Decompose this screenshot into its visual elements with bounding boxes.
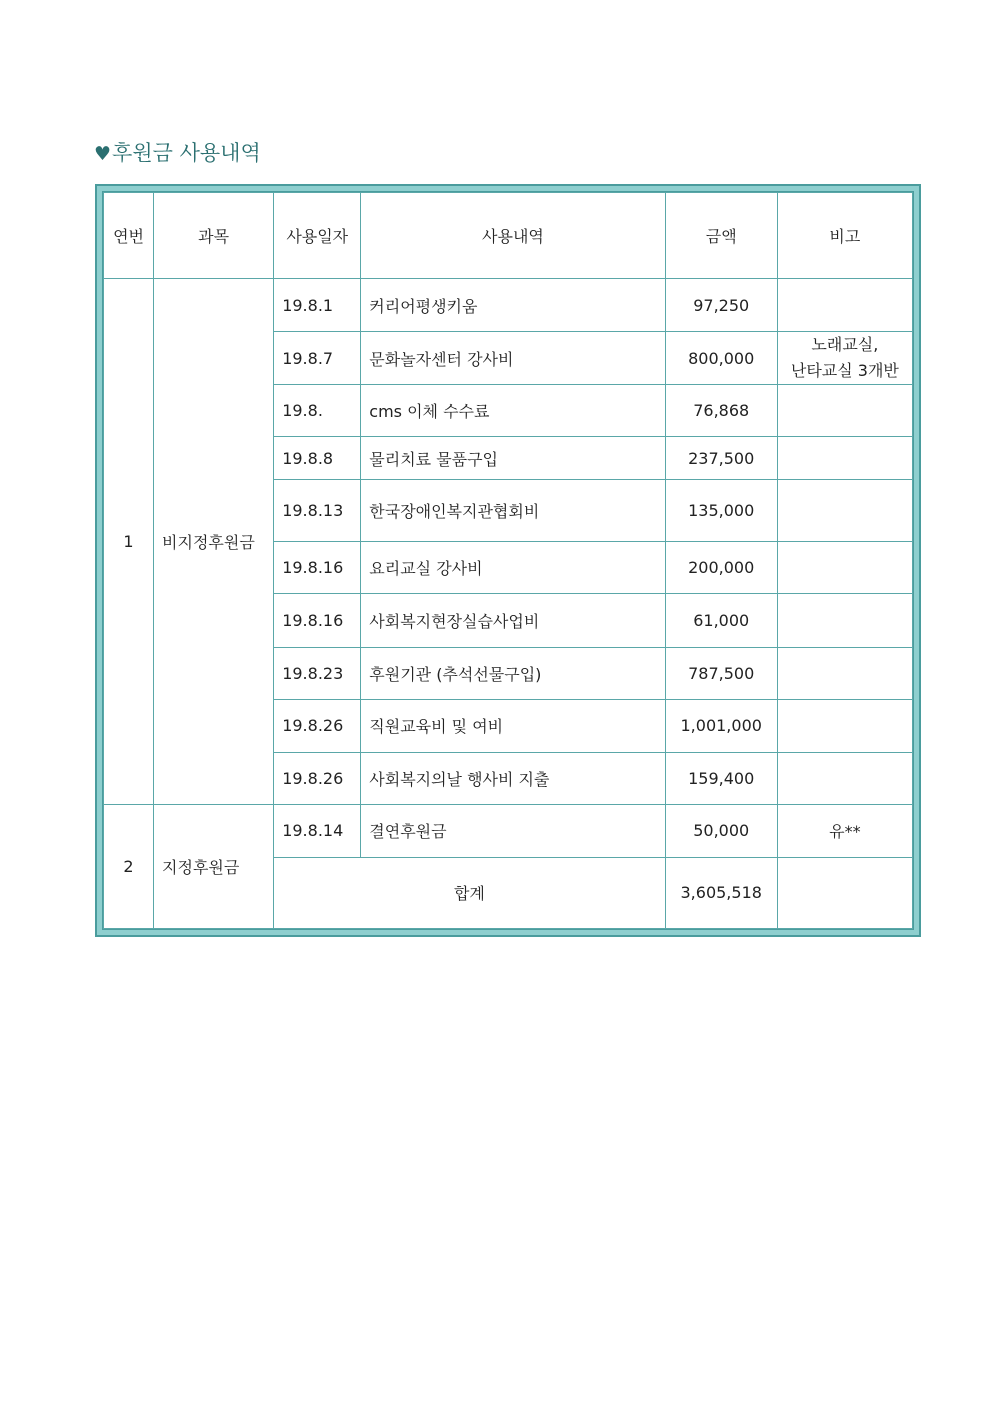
row-amount: 135,000	[665, 480, 777, 542]
header-no: 연번	[104, 193, 154, 279]
header-subject: 과목	[154, 193, 274, 279]
row-detail: 사회복지의날 행사비 지출	[361, 752, 665, 804]
row-date: 19.8.14	[274, 804, 361, 857]
row-note-line: 노래교실,	[811, 335, 879, 355]
donation-usage-table	[103, 192, 913, 929]
row-date: 19.8.	[274, 385, 361, 437]
table-row	[104, 279, 913, 332]
row-note	[777, 332, 912, 385]
row-note	[777, 542, 912, 594]
row-detail: 한국장애인복지관협회비	[361, 480, 665, 542]
row-amount: 237,500	[665, 437, 777, 480]
row-note	[777, 279, 912, 332]
header-date: 사용일자	[274, 193, 361, 279]
row-date: 19.8.1	[274, 279, 361, 332]
header-amount: 금액	[665, 193, 777, 279]
page-title	[94, 137, 261, 167]
row-amount: 61,000	[665, 594, 777, 647]
row-amount: 200,000	[665, 542, 777, 594]
row-date: 19.8.8	[274, 437, 361, 480]
row-amount: 97,250	[665, 279, 777, 332]
row-detail: cms 이체 수수료	[361, 385, 665, 437]
row-note	[777, 647, 912, 699]
row-date: 19.8.26	[274, 752, 361, 804]
row-note-line: 난타교실 3개반	[790, 361, 899, 381]
row-detail: 사회복지현장실습사업비	[361, 594, 665, 647]
row-note	[777, 594, 912, 647]
row-amount: 76,868	[665, 385, 777, 437]
page-title-text: 후원금 사용내역	[112, 141, 261, 165]
row-detail: 결연후원금	[361, 804, 665, 857]
row-note	[777, 699, 912, 752]
row-detail: 문화놀자센터 강사비	[361, 332, 665, 385]
row-date: 19.8.23	[274, 647, 361, 699]
row-note	[777, 437, 912, 480]
row-note	[777, 480, 912, 542]
row-note: 유**	[777, 804, 912, 857]
row-amount: 159,400	[665, 752, 777, 804]
row-detail: 직원교육비 및 여비	[361, 699, 665, 752]
row-date: 19.8.16	[274, 594, 361, 647]
total-amount: 3,605,518	[665, 857, 777, 928]
row-date: 19.8.7	[274, 332, 361, 385]
row-date: 19.8.26	[274, 699, 361, 752]
table-row	[104, 804, 913, 857]
row-detail: 요리교실 강사비	[361, 542, 665, 594]
header-row	[104, 193, 913, 279]
group-subject: 비지정후원금	[154, 279, 274, 805]
total-note	[777, 857, 912, 928]
row-amount: 800,000	[665, 332, 777, 385]
total-label: 합계	[274, 857, 665, 928]
row-note	[777, 385, 912, 437]
heart-icon: ♥	[94, 143, 112, 165]
row-note	[777, 752, 912, 804]
group-no: 2	[104, 804, 154, 928]
row-amount: 1,001,000	[665, 699, 777, 752]
row-detail: 커리어평생키움	[361, 279, 665, 332]
table-frame	[95, 184, 921, 937]
group-no: 1	[104, 279, 154, 805]
row-amount: 787,500	[665, 647, 777, 699]
row-detail: 물리치료 물품구입	[361, 437, 665, 480]
header-note: 비고	[777, 193, 912, 279]
row-amount: 50,000	[665, 804, 777, 857]
table-frame-inner	[102, 191, 914, 930]
row-detail: 후원기관 (추석선물구입)	[361, 647, 665, 699]
row-date: 19.8.16	[274, 542, 361, 594]
header-detail: 사용내역	[361, 193, 665, 279]
row-date: 19.8.13	[274, 480, 361, 542]
group-subject: 지정후원금	[154, 804, 274, 928]
